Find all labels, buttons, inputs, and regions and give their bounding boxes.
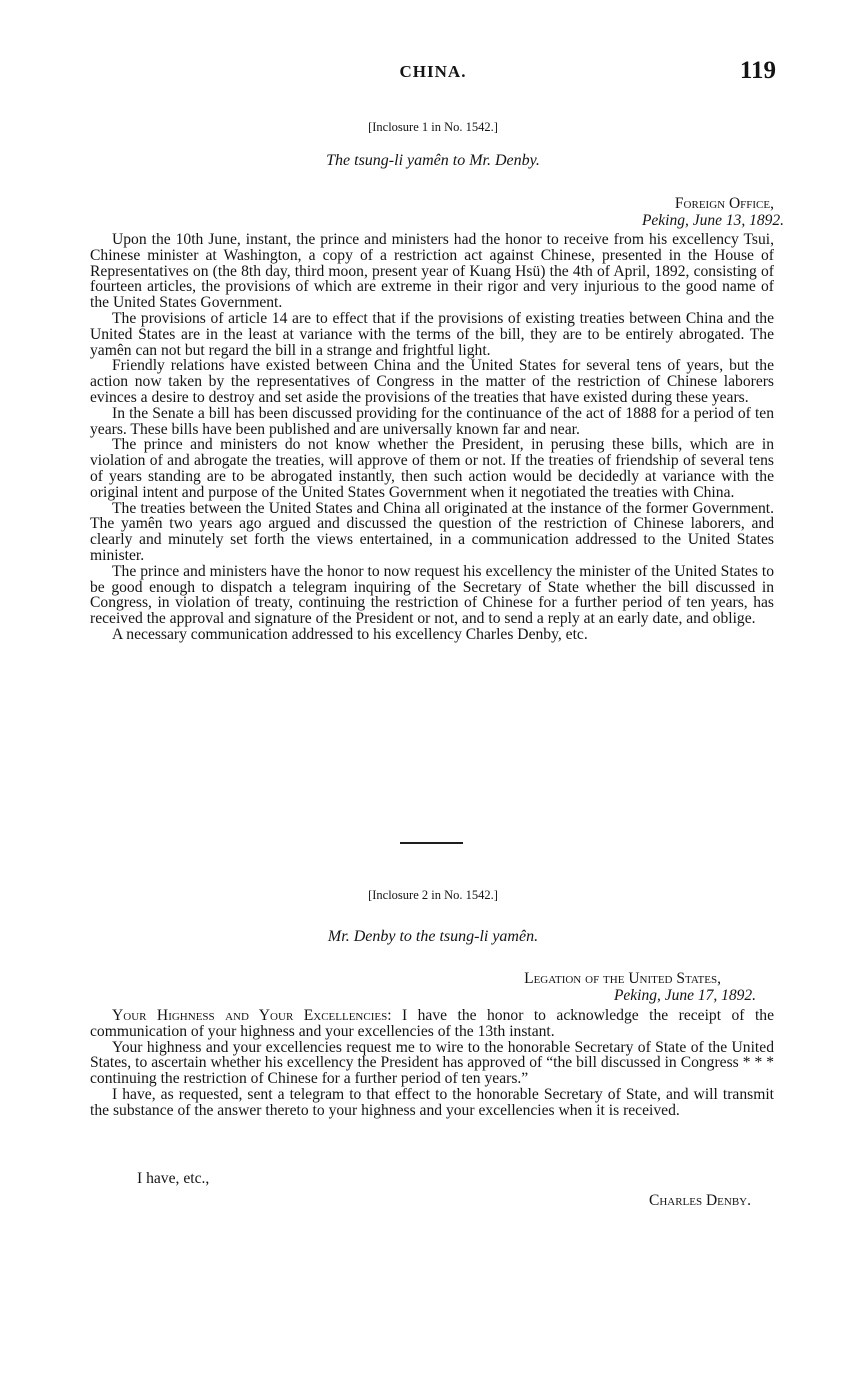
page-number: 119 — [739, 57, 776, 84]
inclosure-2-date: Peking, June 17, 1892. — [613, 987, 756, 1004]
paragraph — [90, 1008, 774, 1040]
paragraph: The provisions of article 14 are to effect that if the provisions of existing treaties between China and the United States are in the least at variance with the terms of the bill, they are to be entirely abrogated. The yamên can not but regard the bill in a strange and frightful light. — [90, 309, 774, 359]
closing-line: I have, etc., — [137, 1170, 210, 1187]
paragraph: Friendly relations have existed between China and the United States for several tens of years, but the action now taken by the representatives of Congress in the matter of the restriction of Chinese laborers evinces a desire to destroy and set aside the provisions of the treaties that have existed during these years. — [90, 357, 774, 406]
inclosure-2-dateline — [524, 970, 756, 1004]
inclosure-1-label: [Inclosure 1 in No. 1542.] — [368, 120, 498, 134]
running-title: CHINA. — [399, 62, 467, 81]
signature: Charles Denby. — [648, 1192, 751, 1209]
paragraph: The prince and ministers do not know whether the President, in perusing these bills, which are in violation of and abrogate the treaties, will approve of them or not. If the treaties of friendship of several tens of years standing are to be abrogated instantly, then such action would be decidedly at variance with the original intent and purpose of the United States Government when it negotiated the treaties with China. — [90, 436, 774, 501]
section-divider — [400, 842, 463, 844]
paragraph: The treaties between the United States and China all originated at the instance of the former Government. The yamên two years ago argued and discussed the question of the restriction of Chinese laborers, and clearly and minutely set forth the views entertained, in a communication addressed to the United States minister. — [90, 499, 774, 564]
salutation: Your Highness and Your Excellencies: — [112, 1007, 392, 1024]
inclosure-1-body — [90, 232, 774, 643]
inclosure-1-subject: The tsung-li yamên to Mr. Denby. — [326, 152, 540, 169]
paragraph: Your highness and your excellencies request me to wire to the honorable Secretary of State of the United States, to ascertain whether his excellency the President has approved of “the bill discussed in Congress * * * continuing the restriction of Chinese for a further period of ten years.” — [90, 1038, 774, 1088]
paragraph: In the Senate a bill has been discussed providing for the continuance of the act of 1888 for a period of ten years. These bills have been published and are universally known far and near. — [90, 404, 774, 438]
paragraph: A necessary communication addressed to his excellency Charles Denby, etc. — [112, 625, 588, 643]
running-head — [0, 57, 866, 86]
inclosure-1-dateline — [641, 195, 784, 229]
inclosure-2-label: [Inclosure 2 in No. 1542.] — [368, 888, 498, 902]
paragraph: The prince and ministers have the honor to now request his excellency the minister of the United States to be good enough to dispatch a telegram inquiring of the Secretary of State whether the bill discussed in Congress, in violation of treaty, continuing the restriction of Chinese for a further period of ten years, has received the approval and signature of the President or not, and to send a reply at an early date, and oblige. — [90, 562, 774, 628]
inclosure-1-date: Peking, June 13, 1892. — [641, 212, 784, 229]
paragraph: Upon the 10th June, instant, the prince and ministers had the honor to receive from his excellency Tsui, Chinese minister at Washington, a copy of a restriction act against Chinese, presented in the House of Representatives on (the 8th day, third moon, present year of Kuang Hsü) the 4th of April, 1892, consisting of fourteen articles, the provisions of which are extreme in their rigor and very injurious to the good name of the United States Government. — [90, 231, 774, 312]
paragraph: I have, as requested, sent a telegram to that effect to the honorable Secretary of State, and will transmit the substance of the answer thereto to your highness and your excellencies when it is received. — [90, 1085, 774, 1119]
first-paragraph-text: I have the honor to acknowledge the receipt of the communication of your highness and your excellencies of the 13th instant. — [90, 1007, 774, 1040]
inclosure-2-body — [90, 1008, 774, 1119]
inclosure-1-place: Foreign Office, — [674, 195, 774, 212]
inclosure-2-subject: Mr. Denby to the tsung-li yamên. — [327, 928, 539, 945]
inclosure-2-place: Legation of the United States, — [524, 970, 721, 987]
